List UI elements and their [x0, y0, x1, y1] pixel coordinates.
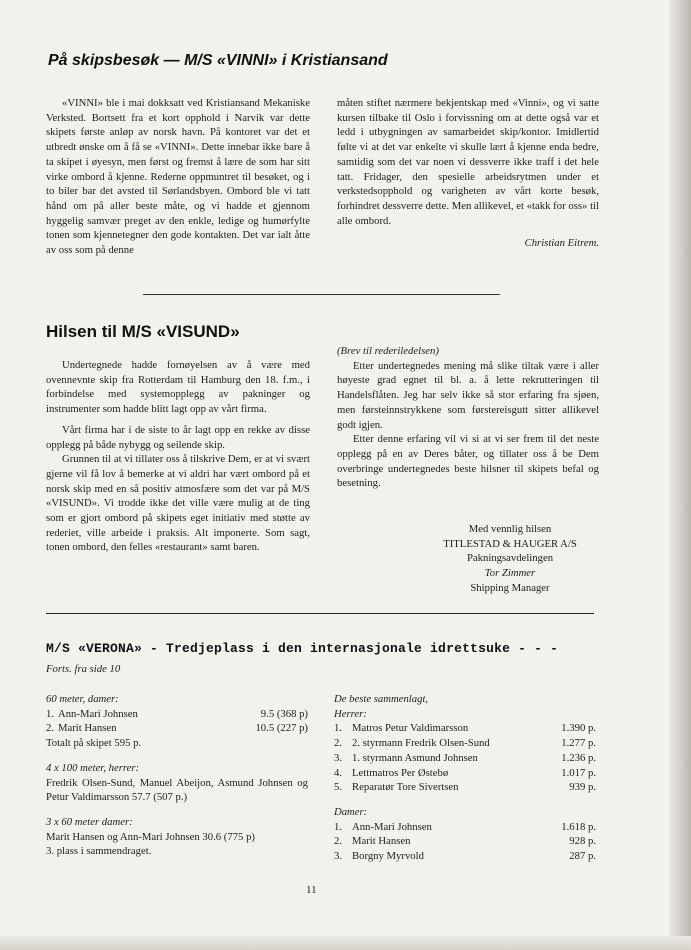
overall-points: 1.390 p.	[561, 722, 596, 735]
result-row	[46, 707, 308, 722]
men-heading: Herrer:	[334, 707, 367, 720]
overall-rank: 4.	[334, 766, 343, 779]
overall-name: 1. styrmann Asmund Johnsen	[352, 751, 478, 764]
letter-note: (Brev til rederiledelsen)	[337, 345, 439, 357]
overall-points: 939 p.	[569, 781, 596, 794]
article-visund-paragraph-4: Etter undertegnedes mening må slike tiltak være i aller høyeste grad egnet til bl. a. å lette rekrutteringen til Handelsflåten. Jeg har selv ikke så stor erfaring fra sjøen, men førsteinnstrykkene som førstereisgutt sitter allikevel godt igjen.	[337, 359, 599, 431]
event-total: Totalt på skipet 595 p.	[46, 737, 142, 750]
article-visund-left-column	[46, 358, 310, 555]
continued-note: Forts. fra side 10	[46, 663, 121, 675]
overall-points: 287 p.	[569, 850, 596, 863]
result-rank: 1.	[46, 707, 55, 720]
overall-row	[334, 736, 596, 751]
overall-points: 1.277 p.	[561, 737, 596, 750]
overall-rank: 2.	[334, 737, 343, 750]
article-vinni-signature: Christian Eitrem.	[524, 237, 599, 250]
event-relay-text: Fredrik Olsen-Sund, Manuel Abeijon, Asmund Johnsen og Petur Valdimarsson 57.7 (507 p.)	[46, 776, 308, 804]
overall-rank: 3.	[334, 850, 343, 863]
result-name: Ann-Mari Johnsen	[58, 707, 138, 720]
article-vinni-left-column	[46, 96, 310, 258]
result-value: 9.5 (368 p)	[260, 707, 308, 720]
overall-points: 1.236 p.	[561, 751, 596, 764]
overall-points: 1.618 p.	[561, 820, 596, 833]
signature-department: Pakningsavdelingen	[466, 552, 554, 565]
overall-rank: 1.	[334, 722, 343, 735]
event-heading-60m-women: 60 meter, damer:	[46, 693, 119, 705]
article-title-vinni: På skipsbesøk — M/S «VINNI» i Kristiansand	[48, 52, 388, 69]
event-heading-relay-men: 4 x 100 meter, herrer:	[46, 761, 140, 774]
result-name: Marit Hansen	[58, 722, 117, 735]
overall-name: Lettmatros Per Østebø	[352, 766, 449, 779]
overall-row	[334, 849, 596, 864]
overall-rank: 5.	[334, 781, 343, 794]
overall-points: 928 p.	[569, 835, 596, 848]
event-placement: 3. plass i sammendraget.	[46, 845, 152, 858]
article-title-verona: M/S «VERONA» - Tredjeplass i den internasjonale idrettsuke - - -	[46, 641, 559, 656]
article-vinni-right-text: måten stiftet nærmere bekjentskap med «Vinni», og vi satte kursen tilbake til Oslo i forvissning om at dette også var et ledd i utbygningen av samarbeidet skip/kontor. Imidlertid følte vi at det var enkelte vi skulle lært å kjenne enda bedre, samtidig som det var noen vi dessverre ikke traff i det hele tatt. Fridager, den spesielle arbeidsrytmen under et verkstedsopphold og varigheten av vårt korte besøk, forhindret dessverre dette. Men allikevel, et «takk for oss» til alle ombord.	[337, 97, 599, 227]
article-vinni-right-column	[337, 96, 599, 251]
article-vinni-left-text: «VINNI» ble i mai dokksatt ved Kristiansand Mekaniske Verksted. Bortsett fra et kort opphold i Narvik var dette skipets første anløp av norsk havn. På kontoret var det et utbredt ønske om å få se «VINNI». Dette innebar ikke bare å ta skipet i øyesyn, men først og fremst å lære de som har sitt virke ombord å kjenne. Rederne oppmuntret til besøket, og i to biler bar det avsted til Sørlandsbyen. Ombord ble vi tatt hånd om på aller beste måte, og vi hadde et gjennom hyggelig samvær preget av den enkle, ledige og humørfylte tonen som kjennetegner den gode kontakten. Det var ialt åtte av oss som på denne	[46, 97, 310, 257]
result-value: 10.5 (227 p)	[255, 722, 308, 735]
overall-row	[334, 721, 596, 736]
overall-points: 1.017 p.	[561, 766, 596, 779]
overall-rank: 3.	[334, 751, 343, 764]
page-bottom-shadow	[0, 936, 691, 950]
overall-name: 2. styrmann Fredrik Olsen-Sund	[352, 737, 490, 750]
signature-title: Shipping Manager	[470, 581, 550, 594]
event-relay-women-text: Marit Hansen og Ann-Mari Johnsen 30.6 (775 p)	[46, 830, 255, 843]
overall-heading: De beste sammenlagt,	[334, 693, 429, 705]
article-visund-paragraph-1: Undertegnede hadde fornøyelsen av å være med ovennevnte skip fra Rotterdam til Hamburg den 18. f.m., i forbindelse med systemopplegg av pakninger og instrumenter som hadde blitt lagt opp av vårt firma.	[46, 359, 310, 416]
women-heading: Damer:	[334, 805, 368, 818]
signature-name: Tor Zimmer	[484, 567, 536, 580]
result-rank: 2.	[46, 722, 55, 735]
overall-row	[334, 766, 596, 781]
overall-row	[334, 834, 596, 849]
overall-name: Ann-Mari Johnsen	[352, 820, 432, 833]
overall-name: Marit Hansen	[352, 835, 411, 848]
article-title-visund: Hilsen til M/S «VISUND»	[46, 322, 240, 341]
signature-greeting: Med vennlig hilsen	[468, 523, 552, 535]
overall-name: Matros Petur Valdimarsson	[352, 722, 469, 735]
article-visund-paragraph-3: Grunnen til at vi tillater oss å tilskrive Dem, er at vi svært gjerne vil få lov å bemerke at vi aldri har vært ombord på et norsk skip med en så positiv atmosfære som det var på M/S «VISUND». Vi trodde ikke det ville være mulig at de ting som er gjort ombord på skipets eget initiativ med støtte av rederiet, ville arbeide i praksis. Alt imponerte. Som sagt, tonen ombord, den felles «restaurant» samt baren.	[46, 453, 310, 554]
page-number: 11	[306, 884, 317, 896]
overall-name: Reparatør Tore Sivertsen	[352, 781, 459, 794]
result-row	[46, 721, 308, 736]
letter-signature-block	[395, 522, 625, 596]
section-divider-wide	[46, 613, 594, 614]
article-visund-paragraph-5: Etter denne erfaring vil vi si at vi ser frem til det neste opplegg på en av Deres båter, og tillater oss å be Dem overbringe undertegnedes beste hilsner til skipets befal og besetning.	[337, 433, 599, 490]
overall-row	[334, 820, 596, 835]
section-divider	[143, 294, 500, 295]
results-left-column	[46, 692, 308, 859]
overall-rank: 1.	[334, 820, 343, 833]
article-visund-paragraph-2: Vårt firma har i de siste to år lagt opp en rekke av disse opplegg på både nybygg og seilende skip.	[46, 423, 310, 451]
overall-row	[334, 780, 596, 795]
page-edge-shadow	[669, 0, 691, 950]
article-visund-right-column	[337, 344, 599, 491]
overall-row	[334, 751, 596, 766]
signature-company: TITLESTAD & HAUGER A/S	[443, 537, 577, 550]
overall-rank: 2.	[334, 835, 343, 848]
overall-name: Borgny Myrvold	[352, 850, 424, 863]
results-right-column	[334, 692, 596, 864]
event-heading-relay-women: 3 x 60 meter damer:	[46, 815, 133, 828]
